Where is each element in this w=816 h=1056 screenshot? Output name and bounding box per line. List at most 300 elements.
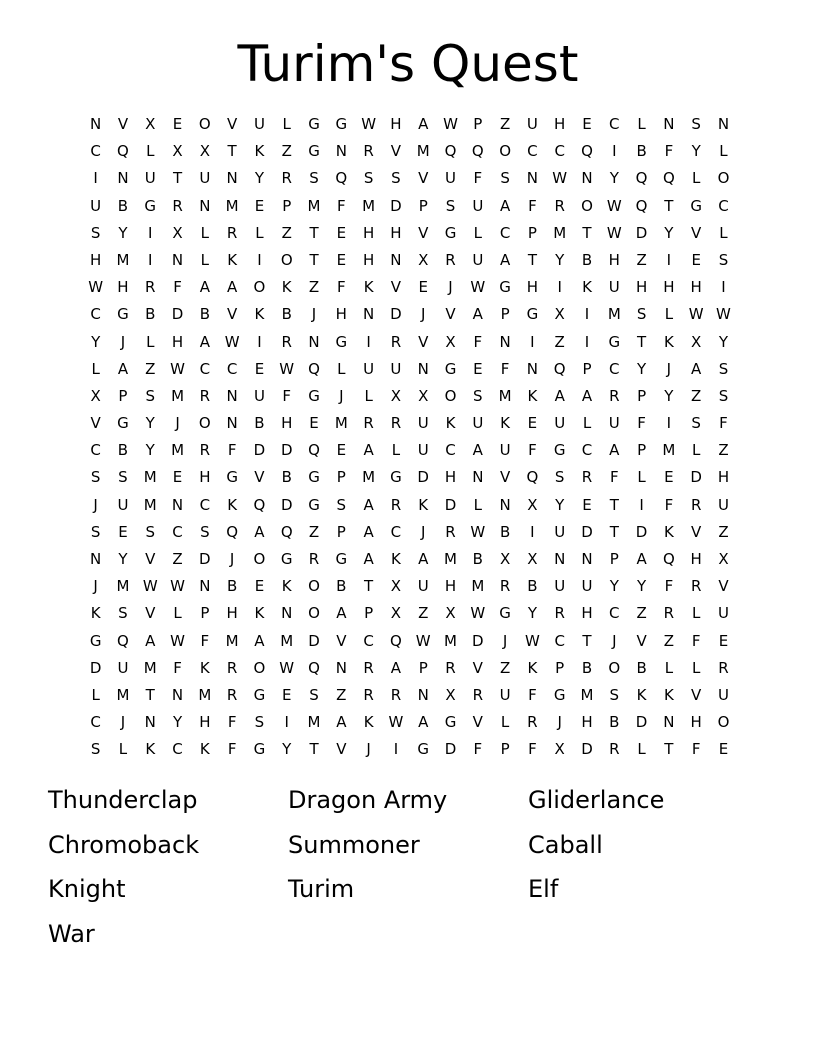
grid-cell[interactable]: G — [417, 740, 430, 759]
grid-cell[interactable]: B — [581, 658, 593, 677]
grid-cell[interactable]: X — [527, 495, 538, 514]
grid-cell[interactable]: R — [363, 414, 374, 433]
grid-cell[interactable]: E — [254, 196, 265, 215]
grid-cell[interactable]: U — [117, 658, 129, 677]
grid-cell[interactable]: D — [581, 522, 593, 541]
grid-cell[interactable]: T — [637, 332, 647, 351]
grid-cell[interactable]: Q — [553, 359, 566, 378]
grid-cell[interactable]: Y — [254, 169, 265, 188]
grid-cell[interactable]: Q — [280, 522, 293, 541]
grid-cell[interactable]: W — [443, 115, 458, 133]
grid-cell[interactable]: G — [335, 332, 348, 351]
grid-cell[interactable]: S — [200, 522, 210, 541]
grid-cell[interactable]: O — [198, 115, 211, 133]
grid-cell[interactable]: N — [308, 332, 320, 351]
grid-cell[interactable]: N — [663, 115, 675, 133]
grid-cell[interactable]: G — [390, 468, 402, 487]
grid-cell[interactable]: F — [227, 441, 237, 460]
grid-cell[interactable]: Z — [718, 441, 729, 460]
grid-cell[interactable]: W — [415, 631, 431, 650]
grid-cell[interactable]: A — [499, 250, 511, 269]
grid-cell[interactable]: Y — [118, 550, 128, 568]
grid-cell[interactable]: W — [688, 305, 704, 324]
grid-cell[interactable]: W — [279, 359, 295, 378]
grid-cell[interactable]: V — [390, 142, 402, 161]
grid-cell[interactable]: A — [581, 386, 593, 405]
grid-cell[interactable]: M — [553, 223, 567, 242]
grid-cell[interactable]: G — [308, 142, 320, 161]
grid-cell[interactable]: N — [417, 359, 429, 378]
grid-cell[interactable]: I — [584, 305, 590, 324]
grid-cell[interactable]: U — [472, 414, 484, 433]
grid-cell[interactable]: D — [89, 658, 102, 677]
grid-cell[interactable]: S — [90, 468, 101, 487]
grid-cell[interactable]: W — [361, 115, 377, 133]
grid-cell[interactable]: U — [608, 414, 620, 433]
grid-cell[interactable]: D — [390, 305, 402, 324]
grid-cell[interactable]: R — [226, 658, 238, 677]
grid-cell[interactable]: S — [363, 169, 374, 188]
grid-cell[interactable]: V — [445, 305, 456, 324]
grid-cell[interactable]: B — [636, 142, 647, 161]
grid-cell[interactable]: V — [390, 278, 402, 297]
grid-cell[interactable]: F — [500, 359, 510, 378]
grid-cell[interactable]: C — [90, 713, 101, 732]
grid-cell[interactable]: E — [336, 250, 347, 269]
grid-cell[interactable]: M — [362, 196, 376, 215]
grid-cell[interactable]: Y — [145, 414, 155, 433]
grid-cell[interactable]: C — [527, 142, 538, 161]
grid-cell[interactable]: A — [227, 278, 238, 297]
grid-cell[interactable]: B — [281, 305, 292, 324]
grid-cell[interactable]: G — [308, 468, 320, 487]
grid-cell[interactable]: X — [172, 223, 183, 242]
grid-cell[interactable]: C — [390, 522, 402, 541]
grid-cell[interactable]: J — [666, 359, 672, 378]
grid-cell[interactable]: O — [717, 713, 730, 732]
grid-cell[interactable]: L — [173, 604, 182, 623]
grid-cell[interactable]: Y — [91, 332, 101, 351]
grid-cell[interactable]: X — [172, 142, 183, 161]
grid-cell[interactable]: C — [172, 740, 183, 759]
grid-cell[interactable]: V — [145, 550, 156, 568]
grid-cell[interactable]: V — [90, 414, 101, 433]
grid-cell[interactable]: E — [118, 522, 128, 541]
grid-cell[interactable]: W — [606, 223, 622, 242]
grid-cell[interactable]: R — [499, 577, 511, 596]
grid-cell[interactable]: N — [335, 142, 347, 161]
grid-cell[interactable]: P — [336, 468, 346, 487]
grid-cell[interactable]: V — [691, 223, 702, 242]
grid-cell[interactable]: I — [148, 223, 153, 242]
grid-cell[interactable]: A — [472, 441, 483, 460]
grid-cell[interactable]: Z — [172, 550, 183, 568]
grid-cell[interactable]: B — [281, 468, 292, 487]
grid-cell[interactable]: K — [363, 278, 374, 297]
grid-cell[interactable]: J — [120, 332, 126, 351]
grid-cell[interactable]: G — [444, 223, 457, 242]
grid-cell[interactable]: Y — [118, 223, 128, 242]
grid-cell[interactable]: J — [93, 495, 98, 514]
grid-cell[interactable]: G — [499, 604, 511, 623]
grid-cell[interactable]: J — [366, 740, 371, 759]
grid-cell[interactable]: N — [554, 550, 566, 568]
grid-cell[interactable]: J — [448, 278, 453, 297]
grid-cell[interactable]: N — [171, 495, 184, 514]
grid-cell[interactable]: U — [554, 522, 566, 541]
grid-cell[interactable]: R — [281, 169, 292, 188]
grid-cell[interactable]: D — [171, 305, 184, 324]
grid-cell[interactable]: K — [254, 604, 265, 623]
grid-cell[interactable]: T — [664, 740, 674, 759]
grid-cell[interactable]: G — [308, 495, 320, 514]
grid-cell[interactable]: P — [364, 604, 374, 623]
grid-cell[interactable]: U — [526, 115, 538, 133]
grid-cell[interactable]: C — [499, 223, 511, 242]
grid-cell[interactable]: G — [226, 468, 238, 487]
grid-cell[interactable]: T — [664, 196, 674, 215]
grid-cell[interactable]: M — [444, 550, 457, 568]
grid-cell[interactable]: A — [609, 441, 620, 460]
grid-cell[interactable]: G — [444, 359, 457, 378]
grid-cell[interactable]: Q — [471, 142, 484, 161]
grid-cell[interactable]: R — [363, 658, 374, 677]
grid-cell[interactable]: G — [308, 115, 320, 133]
grid-cell[interactable]: F — [227, 713, 237, 732]
grid-cell[interactable]: S — [445, 196, 456, 215]
grid-cell[interactable]: Q — [635, 196, 648, 215]
grid-cell[interactable]: B — [581, 250, 593, 269]
grid-cell[interactable]: C — [445, 441, 456, 460]
grid-cell[interactable]: L — [337, 359, 346, 378]
grid-cell[interactable]: P — [118, 386, 128, 405]
grid-cell[interactable]: W — [388, 713, 404, 732]
grid-cell[interactable]: I — [148, 250, 153, 269]
grid-cell[interactable]: N — [526, 169, 539, 188]
grid-cell[interactable]: X — [499, 550, 511, 568]
grid-cell[interactable]: M — [444, 631, 457, 650]
grid-cell[interactable]: P — [527, 223, 537, 242]
grid-cell[interactable]: S — [90, 740, 101, 759]
grid-cell[interactable]: K — [663, 522, 674, 541]
grid-cell[interactable]: H — [581, 604, 593, 623]
grid-cell[interactable]: D — [308, 631, 320, 650]
grid-cell[interactable]: A — [554, 386, 565, 405]
grid-cell[interactable]: E — [582, 495, 592, 514]
grid-cell[interactable]: M — [225, 631, 239, 650]
grid-cell[interactable]: R — [308, 550, 320, 568]
grid-cell[interactable]: R — [445, 522, 456, 541]
grid-cell[interactable]: N — [472, 468, 484, 487]
grid-cell[interactable]: G — [335, 115, 348, 133]
grid-cell[interactable]: C — [363, 631, 374, 650]
grid-cell[interactable]: H — [690, 713, 702, 732]
grid-cell[interactable]: A — [691, 359, 702, 378]
grid-cell[interactable]: R — [609, 386, 620, 405]
grid-cell[interactable]: Y — [172, 713, 183, 732]
grid-cell[interactable]: M — [307, 196, 321, 215]
grid-cell[interactable]: L — [692, 441, 701, 460]
grid-cell[interactable]: F — [609, 468, 619, 487]
grid-cell[interactable]: M — [143, 495, 157, 514]
grid-cell[interactable]: S — [554, 468, 565, 487]
grid-cell[interactable]: F — [528, 196, 537, 215]
grid-cell[interactable]: U — [390, 359, 402, 378]
grid-cell[interactable]: E — [473, 359, 483, 378]
grid-cell[interactable]: G — [526, 305, 539, 324]
grid-cell[interactable]: O — [280, 250, 293, 269]
grid-cell[interactable]: C — [718, 196, 729, 215]
grid-cell[interactable]: Y — [282, 740, 292, 759]
grid-cell[interactable]: A — [254, 522, 265, 541]
grid-cell[interactable]: M — [580, 685, 594, 704]
grid-cell[interactable]: S — [145, 522, 155, 541]
grid-cell[interactable]: B — [609, 713, 620, 732]
grid-cell[interactable]: U — [472, 250, 484, 269]
grid-cell[interactable]: J — [93, 577, 98, 596]
grid-cell[interactable]: C — [609, 604, 620, 623]
grid-cell[interactable]: I — [393, 740, 399, 759]
grid-cell[interactable]: D — [444, 740, 457, 759]
grid-cell[interactable]: J — [120, 713, 126, 732]
grid-cell[interactable]: K — [582, 278, 592, 297]
grid-cell[interactable]: N — [144, 713, 156, 732]
grid-cell[interactable]: Q — [662, 550, 675, 568]
grid-cell[interactable]: Q — [253, 495, 266, 514]
grid-cell[interactable]: R — [690, 577, 702, 596]
grid-cell[interactable]: R — [363, 142, 374, 161]
grid-cell[interactable]: N — [171, 250, 184, 269]
grid-cell[interactable]: Q — [662, 169, 675, 188]
grid-cell[interactable]: O — [717, 169, 730, 188]
grid-cell[interactable]: T — [145, 685, 155, 704]
grid-cell[interactable]: H — [362, 223, 375, 242]
grid-cell[interactable]: F — [473, 332, 483, 351]
grid-cell[interactable]: C — [581, 441, 593, 460]
grid-cell[interactable]: M — [362, 468, 376, 487]
grid-cell[interactable]: N — [499, 332, 511, 351]
grid-cell[interactable]: F — [719, 414, 728, 433]
grid-cell[interactable]: S — [718, 250, 729, 269]
grid-cell[interactable]: U — [117, 495, 129, 514]
grid-cell[interactable]: G — [553, 685, 566, 704]
grid-cell[interactable]: U — [554, 414, 566, 433]
grid-cell[interactable]: C — [90, 441, 101, 460]
grid-cell[interactable]: Z — [718, 522, 729, 541]
grid-cell[interactable]: U — [472, 196, 484, 215]
grid-cell[interactable]: U — [499, 685, 511, 704]
grid-cell[interactable]: X — [527, 550, 538, 568]
grid-cell[interactable]: L — [91, 359, 100, 378]
grid-cell[interactable]: L — [692, 658, 701, 677]
grid-cell[interactable]: N — [226, 386, 238, 405]
grid-cell[interactable]: T — [364, 577, 374, 596]
grid-cell[interactable]: M — [471, 577, 485, 596]
grid-cell[interactable]: X — [445, 332, 456, 351]
grid-cell[interactable]: M — [143, 658, 157, 677]
grid-cell[interactable]: K — [527, 386, 538, 405]
grid-cell[interactable]: I — [366, 332, 371, 351]
grid-cell[interactable]: I — [612, 142, 617, 161]
grid-cell[interactable]: L — [473, 495, 482, 514]
grid-cell[interactable]: R — [390, 332, 402, 351]
grid-cell[interactable]: U — [445, 169, 456, 188]
grid-cell[interactable]: M — [498, 386, 512, 405]
grid-cell[interactable]: X — [691, 332, 702, 351]
grid-cell[interactable]: V — [418, 223, 429, 242]
grid-cell[interactable]: H — [199, 713, 211, 732]
grid-cell[interactable]: D — [390, 196, 402, 215]
grid-cell[interactable]: X — [418, 386, 429, 405]
grid-cell[interactable]: B — [145, 305, 156, 324]
grid-cell[interactable]: I — [666, 414, 672, 433]
grid-cell[interactable]: A — [254, 631, 265, 650]
grid-cell[interactable]: G — [608, 332, 621, 351]
grid-cell[interactable]: K — [418, 495, 429, 514]
grid-cell[interactable]: Z — [281, 223, 292, 242]
grid-cell[interactable]: N — [199, 577, 211, 596]
grid-cell[interactable]: G — [253, 740, 266, 759]
grid-cell[interactable]: S — [145, 386, 155, 405]
grid-cell[interactable]: L — [364, 386, 373, 405]
grid-cell[interactable]: K — [445, 414, 456, 433]
grid-cell[interactable]: E — [309, 414, 319, 433]
grid-cell[interactable]: Y — [555, 495, 565, 514]
grid-cell[interactable]: E — [172, 115, 183, 133]
grid-cell[interactable]: B — [254, 414, 265, 433]
grid-cell[interactable]: Q — [444, 142, 457, 161]
grid-cell[interactable]: F — [173, 658, 182, 677]
grid-cell[interactable]: A — [636, 550, 647, 568]
grid-cell[interactable]: F — [528, 441, 537, 460]
grid-cell[interactable]: S — [118, 604, 128, 623]
grid-cell[interactable]: G — [117, 305, 129, 324]
grid-cell[interactable]: Q — [308, 658, 320, 677]
grid-cell[interactable]: A — [199, 278, 210, 297]
grid-cell[interactable]: S — [336, 495, 347, 514]
grid-cell[interactable]: X — [199, 142, 210, 161]
grid-cell[interactable]: R — [690, 495, 702, 514]
grid-cell[interactable]: N — [335, 658, 347, 677]
grid-cell[interactable]: U — [717, 495, 729, 514]
grid-cell[interactable]: Q — [390, 631, 402, 650]
grid-cell[interactable]: L — [692, 604, 701, 623]
grid-cell[interactable]: F — [473, 169, 483, 188]
grid-cell[interactable]: T — [609, 495, 619, 514]
grid-cell[interactable]: M — [662, 441, 676, 460]
grid-cell[interactable]: P — [418, 196, 428, 215]
grid-cell[interactable]: S — [90, 522, 101, 541]
grid-cell[interactable]: W — [470, 522, 486, 541]
grid-cell[interactable]: W — [142, 577, 158, 596]
grid-cell[interactable]: V — [254, 468, 265, 487]
grid-cell[interactable]: X — [390, 577, 402, 596]
grid-cell[interactable]: Q — [308, 359, 320, 378]
grid-cell[interactable]: K — [663, 332, 674, 351]
grid-cell[interactable]: Z — [499, 115, 511, 133]
grid-cell[interactable]: A — [336, 604, 347, 623]
grid-cell[interactable]: N — [717, 115, 730, 133]
grid-cell[interactable]: C — [90, 142, 101, 161]
grid-cell[interactable]: K — [363, 713, 374, 732]
grid-cell[interactable]: B — [117, 441, 129, 460]
grid-cell[interactable]: R — [199, 386, 211, 405]
grid-cell[interactable]: O — [608, 658, 621, 677]
grid-cell[interactable]: O — [499, 142, 511, 161]
grid-cell[interactable]: V — [227, 115, 238, 133]
grid-cell[interactable]: H — [717, 468, 730, 487]
grid-cell[interactable]: T — [227, 142, 237, 161]
grid-cell[interactable]: P — [637, 441, 647, 460]
grid-cell[interactable]: Y — [145, 441, 155, 460]
grid-cell[interactable]: Y — [637, 577, 647, 596]
grid-cell[interactable]: M — [607, 305, 621, 324]
grid-cell[interactable]: O — [581, 196, 593, 215]
grid-cell[interactable]: P — [282, 196, 292, 215]
grid-cell[interactable]: A — [363, 495, 374, 514]
grid-cell[interactable]: R — [609, 740, 620, 759]
grid-cell[interactable]: B — [636, 658, 647, 677]
grid-cell[interactable]: L — [582, 414, 592, 433]
grid-cell[interactable]: Z — [663, 631, 675, 650]
grid-cell[interactable]: E — [718, 631, 729, 650]
grid-cell[interactable]: H — [526, 278, 539, 297]
grid-cell[interactable]: A — [499, 196, 511, 215]
grid-cell[interactable]: W — [88, 278, 104, 297]
grid-cell[interactable]: O — [444, 386, 457, 405]
grid-cell[interactable]: Q — [117, 631, 129, 650]
grid-cell[interactable]: Q — [581, 142, 593, 161]
grid-cell[interactable]: G — [690, 196, 702, 215]
grid-cell[interactable]: F — [282, 386, 292, 405]
grid-cell[interactable]: N — [499, 495, 511, 514]
grid-cell[interactable]: L — [91, 685, 100, 704]
grid-cell[interactable]: M — [143, 468, 157, 487]
grid-cell[interactable]: H — [663, 278, 675, 297]
grid-cell[interactable]: U — [144, 169, 156, 188]
grid-cell[interactable]: R — [663, 604, 675, 623]
grid-cell[interactable]: N — [90, 115, 102, 133]
grid-cell[interactable]: P — [582, 359, 592, 378]
grid-cell[interactable]: V — [472, 713, 483, 732]
grid-cell[interactable]: L — [719, 142, 728, 161]
grid-cell[interactable]: K — [390, 550, 401, 568]
grid-cell[interactable]: Y — [637, 359, 647, 378]
grid-cell[interactable]: O — [308, 577, 320, 596]
grid-cell[interactable]: N — [581, 169, 593, 188]
grid-cell[interactable]: Y — [664, 223, 674, 242]
grid-cell[interactable]: M — [198, 685, 212, 704]
grid-cell[interactable]: L — [637, 740, 646, 759]
grid-cell[interactable]: W — [170, 577, 185, 596]
grid-cell[interactable]: M — [116, 685, 130, 704]
grid-cell[interactable]: Y — [609, 577, 619, 596]
grid-cell[interactable]: B — [527, 577, 538, 596]
grid-cell[interactable]: H — [199, 468, 211, 487]
grid-cell[interactable]: Z — [336, 685, 347, 704]
grid-cell[interactable]: E — [254, 577, 265, 596]
grid-cell[interactable]: D — [635, 522, 648, 541]
grid-cell[interactable]: F — [664, 577, 674, 596]
grid-cell[interactable]: E — [281, 685, 292, 704]
grid-cell[interactable]: V — [336, 631, 347, 650]
grid-cell[interactable]: N — [226, 169, 238, 188]
grid-cell[interactable]: G — [553, 441, 566, 460]
grid-cell[interactable]: L — [664, 305, 674, 324]
grid-cell[interactable]: H — [390, 115, 402, 133]
grid-cell[interactable]: Q — [526, 468, 539, 487]
grid-cell[interactable]: M — [307, 713, 321, 732]
